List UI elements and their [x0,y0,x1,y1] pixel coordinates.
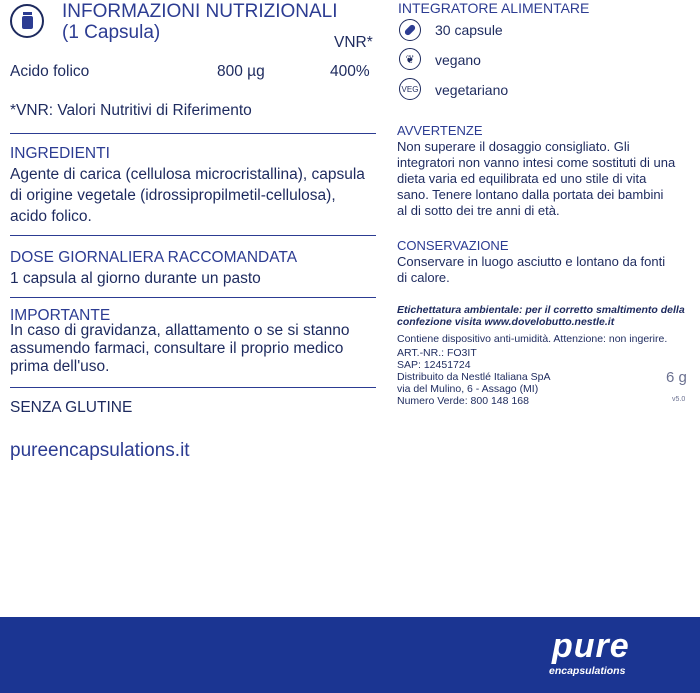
dose-text: 1 capsula al giorno durante un pasto [10,270,261,287]
nutrient-amount: 800 µg [217,63,265,80]
vnr-footnote: *VNR: Valori Nutritivi di Riferimento [10,102,252,119]
divider [10,133,376,134]
gluten-free: SENZA GLUTINE [10,399,133,416]
phone: Numero Verde: 800 148 168 [397,395,529,407]
leaf-icon: ❦ [399,48,421,70]
supplement-title: INTEGRATORE ALIMENTARE [398,0,590,16]
storage-title: CONSERVAZIONE [397,238,509,253]
badge-label: 30 capsule [435,22,503,38]
logo-pure: pure [552,627,630,665]
art-nr: ART.-NR.: FO3IT [397,347,477,359]
ingredients-text: Agente di carica (cellulosa microcristallina), capsula di origine vegetale (idrossipropilmetil-cellulosa), acido folico. [10,166,365,225]
nutrition-subtitle: (1 Capsula) [62,22,161,43]
divider [10,387,376,388]
divider [10,235,376,236]
warnings-text: Non superare il dosaggio consigliato. Gli integratori non vanno intesi come sostituti di una dieta varia ed equilibrata ed uno stile di vita sano. Tenere lontano dalla portata dei bambini al di sotto dei tre anni di età. [397,139,676,218]
desiccant-note: Contiene dispositivo anti-umidità. Attenzione: non ingerire. [397,333,668,345]
website[interactable]: pureencapsulations.it [10,440,190,461]
divider [10,297,376,298]
badge-label: vegano [435,52,481,68]
storage-text: Conservare in luogo asciutto e lontano da fonti di calore. [397,254,666,285]
version: v5.0 [672,396,686,403]
nutrient-name: Acido folico [10,63,90,80]
bottle-icon [10,4,44,38]
net-weight: 6 g [666,369,687,386]
badge-label: vegetariano [435,82,509,98]
logo-encapsulations: encapsulations [549,665,626,677]
nutrient-vnr: 400% [330,63,370,80]
important-text: In caso di gravidanza, allattamento o se si stanno assumendo farmaci, consultare il proprio medico prima dell'uso. [10,322,350,375]
ingredients-title: INGREDIENTI [10,145,110,162]
nutrition-title: INFORMAZIONI NUTRIZIONALI [62,1,338,22]
env-label: Etichettatura ambientale: per il corretto smaltimento della confezione visita www.dovelobutto.nestle.it [397,304,685,328]
dose-title: DOSE GIORNALIERA RACCOMANDATA [10,249,298,266]
important-title: IMPORTANTE [10,307,111,324]
capsule-icon [399,19,421,41]
distributor: Distribuito da Nestlé Italiana SpA [397,371,551,383]
brand-footer [0,617,700,693]
sap: SAP: 12451724 [397,359,471,371]
address: via del Mulino, 6 - Assago (MI) [397,383,539,395]
warnings-title: AVVERTENZE [397,123,483,138]
vnr-header: VNR* [334,34,373,51]
veg-icon: VEG [399,78,421,100]
